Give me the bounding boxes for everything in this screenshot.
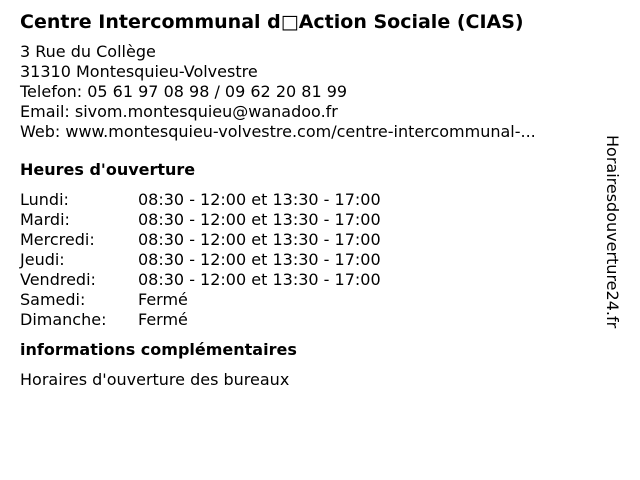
hours-time: Fermé [138, 290, 188, 309]
hours-row [20, 210, 381, 230]
hours-day: Vendredi: [20, 270, 96, 289]
hours-row [20, 310, 381, 330]
address-block [20, 42, 600, 142]
hours-day: Mardi: [20, 210, 70, 229]
hours-day: Dimanche: [20, 310, 107, 329]
address-street: 3 Rue du Collège [20, 42, 156, 61]
listing-content [20, 10, 600, 390]
address-city: 31310 Montesquieu-Volvestre [20, 62, 258, 81]
hours-time: 08:30 - 12:00 et 13:30 - 17:00 [138, 230, 381, 249]
email-line: Email: sivom.montesquieu@wanadoo.fr [20, 102, 338, 121]
hours-row [20, 250, 381, 270]
hours-time: 08:30 - 12:00 et 13:30 - 17:00 [138, 270, 381, 289]
hours-table [20, 190, 381, 330]
hours-time: 08:30 - 12:00 et 13:30 - 17:00 [138, 250, 381, 269]
hours-day: Lundi: [20, 190, 69, 209]
page-title: Centre Intercommunal d□Action Sociale (CIAS) [20, 11, 524, 33]
hours-day: Mercredi: [20, 230, 95, 249]
hours-heading: Heures d'ouverture [20, 160, 196, 179]
hours-row [20, 230, 381, 250]
hours-time: 08:30 - 12:00 et 13:30 - 17:00 [138, 210, 381, 229]
hours-row [20, 290, 381, 310]
hours-time: Fermé [138, 310, 188, 329]
hours-row [20, 270, 381, 290]
hours-day: Jeudi: [20, 250, 65, 269]
info-text: Horaires d'ouverture des bureaux [20, 370, 290, 389]
web-line: Web: www.montesquieu-volvestre.com/centre-intercommunal-... [20, 122, 536, 141]
phone-line: Telefon: 05 61 97 08 98 / 09 62 20 81 99 [20, 82, 348, 101]
hours-day: Samedi: [20, 290, 86, 309]
hours-time: 08:30 - 12:00 et 13:30 - 17:00 [138, 190, 381, 209]
info-heading: informations complémentaires [20, 340, 297, 359]
hours-row [20, 190, 381, 210]
site-watermark: Horairesdouverture24.fr [603, 135, 622, 329]
